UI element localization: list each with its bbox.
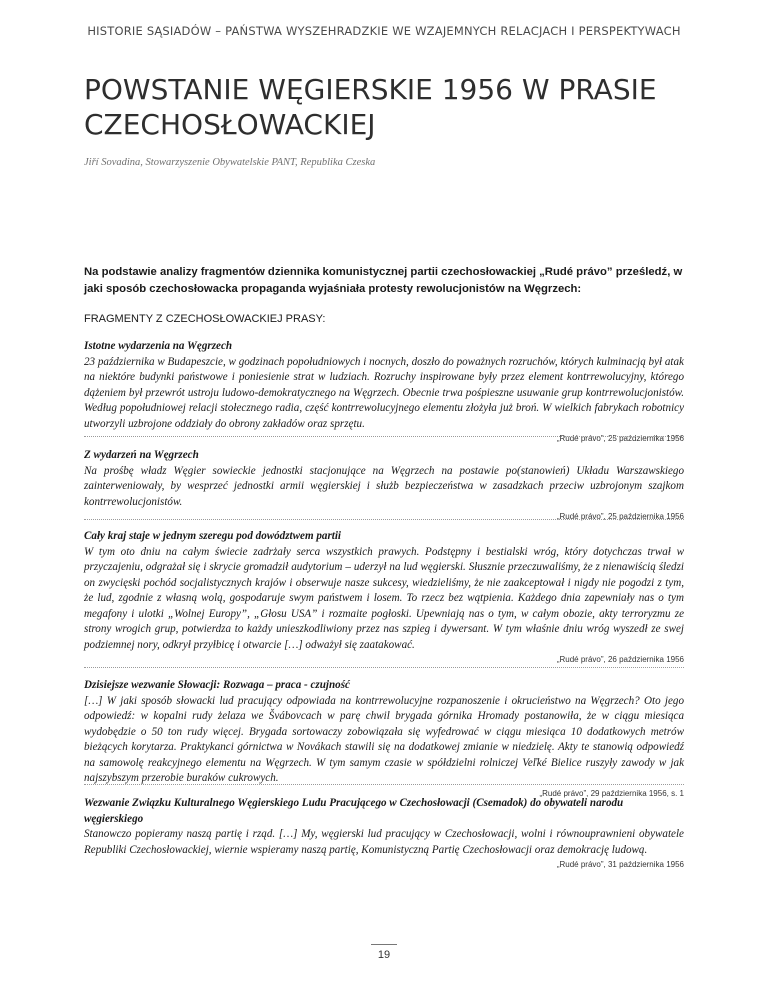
article-source: „Rudé právo”, 26 października 1956 <box>556 655 684 664</box>
article-source: „Rudé právo”, 25 października 1956 <box>556 434 684 443</box>
article-3 <box>84 529 684 666</box>
article-5 <box>84 796 684 871</box>
article-title: Wezwanie Związku Kulturalnego Węgierskiego Ludu Pracującego w Czechosłowacji (Csemadok) do obywateli narodu węgierskiego <box>84 797 624 825</box>
page-title: POWSTANIE WĘGIERSKIE 1956 W PRASIE CZECHOSŁOWACKIEJ <box>84 73 657 141</box>
divider <box>84 519 684 520</box>
article-source: „Rudé právo”, 25 października 1956 <box>556 512 684 521</box>
divider <box>84 784 684 785</box>
article-title: Z wydarzeń na Węgrzech <box>84 449 199 461</box>
divider <box>84 436 684 437</box>
article-2 <box>84 448 684 523</box>
article-body: Na prośbę władz Węgier sowieckie jednostki stacjonujące na Węgrzech na postawie po(stanowień) Układu Warszawskiego zainterweniowały, by wesprzeć jednostki armii węgierskiej i służb bezpieczeństwa w zasadzkach przeciw uzbrojonym szajkom kontrrewolucjonistów. <box>84 464 684 508</box>
article-1 <box>84 339 684 445</box>
intro-paragraph: Na podstawie analizy fragmentów dziennika komunistycznej partii czechosłowackiej „Rudé právo” prześledź, w jaki sposób czechosłowacka propaganda wyjaśniała protesty rewolucjonistów na Węgrzech: <box>84 266 683 295</box>
article-4 <box>84 678 684 800</box>
article-title: Cały kraj staje w jednym szeregu pod dowództwem partii <box>84 530 342 542</box>
section-label: FRAGMENTY Z CZECHOSŁOWACKIEJ PRASY: <box>84 313 326 325</box>
article-body: Stanowczo popieramy naszą partię i rząd. […] My, węgierski lud pracujący w Czechosłowacji, wolni i równouprawnieni obywatele Republiki Czechosłowackiej, wiernie wspieramy naszą partię, Komunistyczną Partię Czechosłowacji oraz demokrację ludową. <box>84 828 684 856</box>
divider <box>84 667 684 668</box>
page-number: 19 <box>371 944 397 961</box>
author-line: Jiří Sovadina, Stowarzyszenie Obywatelskie PANT, Republika Czeska <box>84 157 376 168</box>
article-body: W tym oto dniu na całym świecie zadrżały serca wszystkich prawych. Podstępny i bestialski wróg, który dotychczas trwał w przyczajeniu, odgrażał się i skrycie gromadził audytorium – uderzył na lud węgierski. Słusznie przeczuwaliśmy, że z nienawiścią śledzi on zwycięski pochód socjalistycznych krajów i obserwuje nasze sukcesy, wiedzieliśmy, że nie zaakceptował i nigdy nie pogodzi z tym, że lud, zgodnie z własną wolą, gospodaruje swym państwem i losem. To rzecz bez wątpienia. Każdego dnia zapewniały nas o tym megafony i ulotki „Wolnej Europy”, „Głosu USA” i rozmaite pogłoski. Upewniają nas o tym, w całym obozie, akty terroryzmu ze strony wrogich grup, potwierdza to każdy unieszkodliwiony przez nas szpieg i dywersant. W tym właśnie dniu wróg wyszedł ze swej podziemnej nory, odkrył przyłbicę i otwarcie […] odważył się zaatakować. <box>84 545 684 651</box>
article-body: […] W jaki sposób słowacki lud pracujący odpowiada na kontrrewolucyjne rozpanoszenie i okrucieństwo na Węgrzech? Oto jego odpowiedź: w kopalni rudy żelaza we Švábovcach w parę chwil brygada górnika Hromady postanowiła, że w ciągu miesiąca wydobędzie o 50 ton rudy więcej. Brygada sortowaczy zobowiązała się wyfedrować w ciągu miesiąca 10 dodatkowych metrów bieżących korytarza. Praktykanci górnictwa w Novákach stawili się na dodatkowej zmianie w niedzielę. Akty te stanowią odpowiedź na samowolę reakcyjnego elementu na Węgrzech. W tym samym czasie w spółdzielni rolniczej Veľké Bielice ruszyły zawody w jak najszybszym przerobie buraków cukrowych. <box>84 694 684 784</box>
article-source: „Rudé právo”, 29 października 1956, s. 1 <box>539 788 684 798</box>
article-body: 23 października w Budapeszcie, w godzinach popołudniowych i nocnych, doszło do poważnych rozruchów, których kulminacją był atak na niektóre budynki państwowe i poniesienie strat w ludziach. Rozruchy inspirowane były przez element kontrrewolucyjny, którego dążeniem był przewrót ustroju ludowo-demokratycznego na Węgrzech. Obecnie trwa pośpieszne usuwanie grup kontrrewolucjonistów. Według popołudniowej relacji stołecznego radia, część kontrrewolucyjnego elementu złożyła już broń. W wielkich fabrykach robotnicy utworzyli uzbrojone oddziały do obrony zakładów oraz sprzętu. <box>84 355 684 430</box>
article-title: Dzisiejsze wezwanie Słowacji: Rozwaga – praca - czujność <box>84 679 350 691</box>
article-title: Istotne wydarzenia na Węgrzech <box>84 340 233 352</box>
article-source: „Rudé právo”, 31 października 1956 <box>556 860 684 869</box>
running-header: HISTORIE SĄSIADÓW – PAŃSTWA WYSZEHRADZKIE WE WZAJEMNYCH RELACJACH I PERSPEKTYWACH <box>87 24 681 38</box>
